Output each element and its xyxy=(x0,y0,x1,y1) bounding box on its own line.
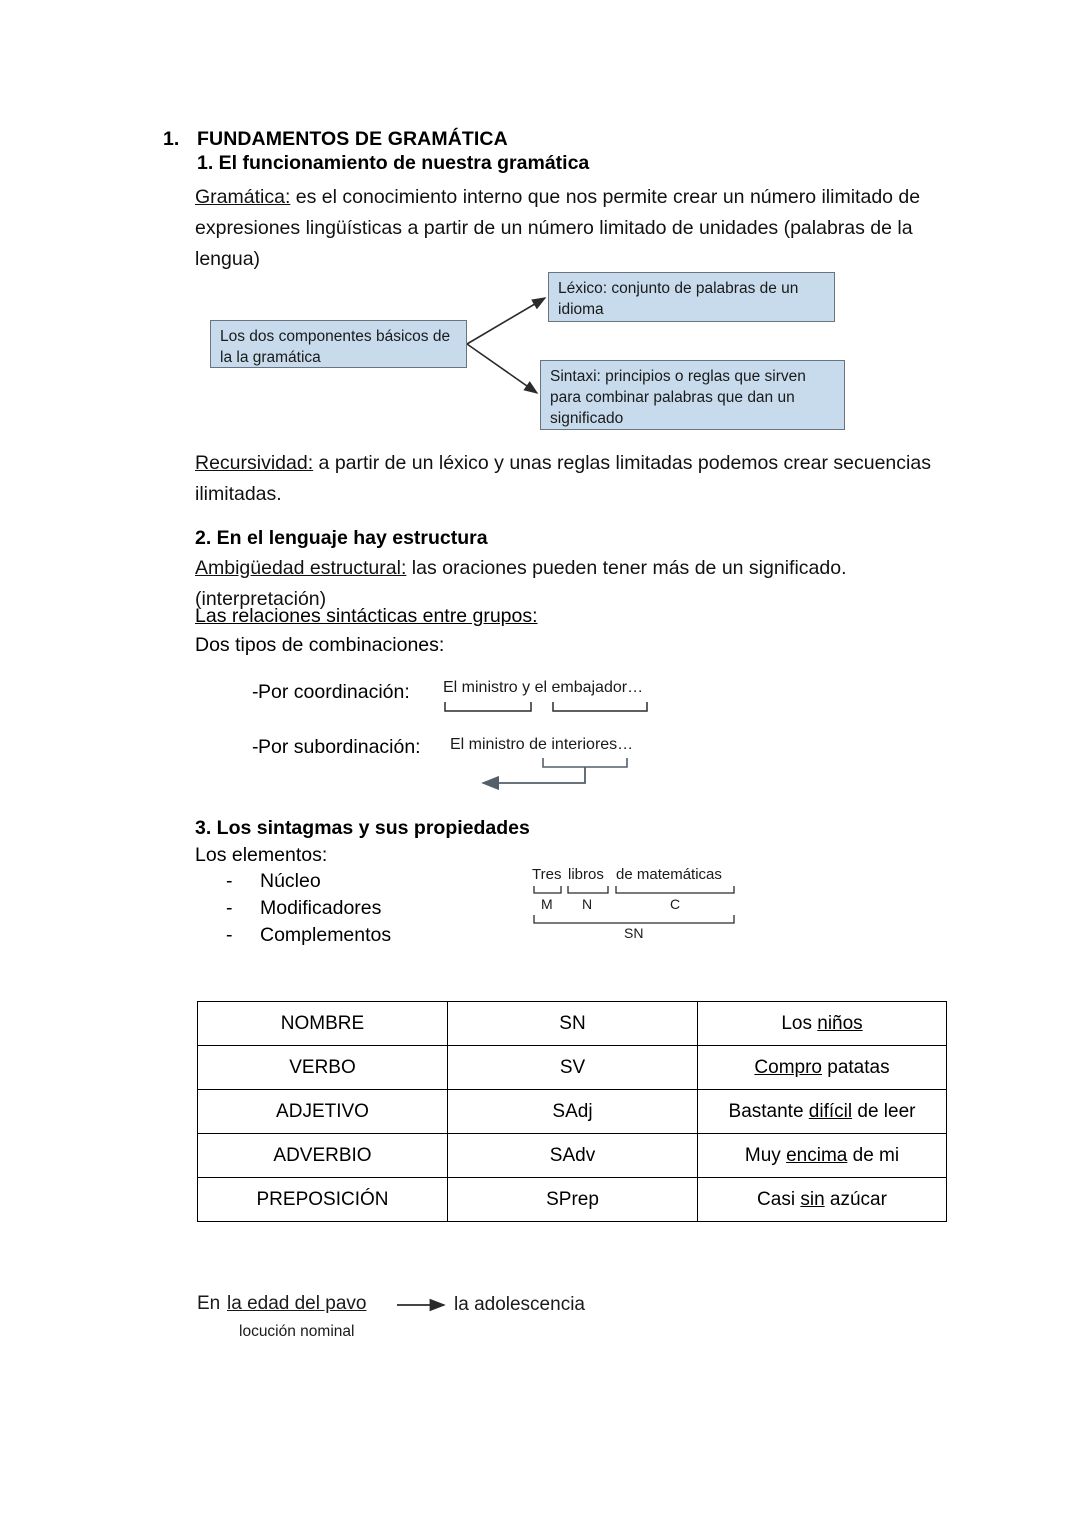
list-item-complementos: Complementos xyxy=(260,924,392,946)
diagram-locucion-nominal xyxy=(197,1293,617,1355)
list-dash: - xyxy=(226,870,233,892)
list-item-coordinacion: Por coordinación: xyxy=(258,681,410,703)
term-gramatica: Gramática: xyxy=(195,186,291,208)
sn-word-de-matematicas: de matemáticas xyxy=(616,866,722,883)
locucion-phrase: la edad del pavo xyxy=(227,1293,367,1314)
list-dash: - xyxy=(226,924,233,946)
coordinacion-brackets xyxy=(443,679,693,721)
cell-categoria: ADJETIVO xyxy=(198,1090,448,1134)
list-item-nucleo: Núcleo xyxy=(260,870,321,892)
cell-sintagma: SV xyxy=(448,1046,698,1090)
cell-sintagma: SAdj xyxy=(448,1090,698,1134)
term-recursividad: Recursividad: xyxy=(195,452,314,474)
ejemplo-nucleo: encima xyxy=(786,1144,848,1166)
cell-sintagma: SPrep xyxy=(448,1178,698,1222)
cell-ejemplo xyxy=(698,1090,947,1134)
sn-label-n: N xyxy=(582,896,593,912)
locucion-prefix: En xyxy=(197,1293,221,1314)
diagram-box-lexico: Léxico: conjunto de palabras de un idioma xyxy=(548,272,835,322)
diagram-sintagma-nominal xyxy=(528,866,743,944)
table-row xyxy=(198,1134,947,1178)
line-relaciones-sintacticas: Las relaciones sintácticas entre grupos: xyxy=(195,605,538,627)
diagram-componentes-basicos xyxy=(200,262,870,442)
table-sintagmas xyxy=(197,1001,947,1222)
ejemplo-pre: Muy xyxy=(744,1144,787,1166)
section-1-title: 1. El funcionamiento de nuestra gramática xyxy=(197,152,590,174)
sn-word-libros: libros xyxy=(568,866,604,883)
cell-sintagma: SAdv xyxy=(448,1134,698,1178)
definition-gramatica: es el conocimiento interno que nos permite crear un número ilimitado de expresiones lingüísticas a partir de un número limitado de unidades (palabras de la lengua) xyxy=(195,186,926,270)
example-coordinacion: El ministro y el embajador… xyxy=(443,679,644,696)
ejemplo-post: de leer xyxy=(852,1100,916,1122)
page-title: FUNDAMENTOS DE GRAMÁTICA xyxy=(197,128,508,150)
ejemplo-nucleo: difícil xyxy=(808,1100,853,1122)
ejemplo-post: de mi xyxy=(847,1144,900,1166)
example-subordinacion: El ministro de interiores… xyxy=(450,736,634,753)
diagram-subordinacion xyxy=(450,736,680,796)
table-row xyxy=(198,1178,947,1222)
paragraph-recursividad xyxy=(195,448,955,510)
cell-ejemplo xyxy=(698,1134,947,1178)
cell-categoria: ADVERBIO xyxy=(198,1134,448,1178)
ejemplo-pre: Bastante xyxy=(728,1100,809,1122)
line-los-elementos: Los elementos: xyxy=(195,844,328,866)
ejemplo-pre: Los xyxy=(781,1012,818,1034)
list-dash: - xyxy=(252,681,259,703)
ejemplo-post: azúcar xyxy=(824,1188,887,1210)
heading-number: 1. xyxy=(163,128,180,150)
sn-label-m: M xyxy=(541,896,553,912)
ejemplo-nucleo: niños xyxy=(817,1012,863,1034)
sn-label-total: SN xyxy=(624,925,644,941)
diagram-box-sintaxi: Sintaxi: principios o reglas que sirven para combinar palabras que dan un significado xyxy=(540,360,845,430)
cell-ejemplo xyxy=(698,1002,947,1046)
cell-categoria: VERBO xyxy=(198,1046,448,1090)
cell-categoria: PREPOSICIÓN xyxy=(198,1178,448,1222)
ejemplo-pre: Casi xyxy=(757,1188,801,1210)
locucion-caption: locución nominal xyxy=(239,1323,355,1340)
ejemplo-nucleo: Compro xyxy=(754,1056,822,1078)
list-item-subordinacion: Por subordinación: xyxy=(258,736,421,758)
sn-word-tres: Tres xyxy=(532,866,562,883)
table-row xyxy=(198,1046,947,1090)
definition-recursividad: a partir de un léxico y unas reglas limitadas podemos crear secuencias ilimitadas. xyxy=(195,452,937,505)
ejemplo-nucleo: sin xyxy=(800,1188,825,1210)
diagram-coordinacion xyxy=(443,679,693,721)
diagram-box-base: Los dos componentes básicos de la la gramática xyxy=(210,320,467,368)
section-2-title: 2. En el lenguaje hay estructura xyxy=(195,527,488,549)
table-row xyxy=(198,1090,947,1134)
cell-sintagma: SN xyxy=(448,1002,698,1046)
locucion-target: la adolescencia xyxy=(454,1294,585,1315)
cell-ejemplo xyxy=(698,1178,947,1222)
cell-categoria: NOMBRE xyxy=(198,1002,448,1046)
list-item-modificadores: Modificadores xyxy=(260,897,382,919)
line-dos-tipos: Dos tipos de combinaciones: xyxy=(195,634,445,656)
term-ambiguedad: Ambigüedad estructural: xyxy=(195,557,407,579)
list-dash: - xyxy=(252,736,259,758)
subordinacion-bracket-arrow xyxy=(450,736,680,796)
cell-ejemplo xyxy=(698,1046,947,1090)
list-dash: - xyxy=(226,897,233,919)
section-3-title: 3. Los sintagmas y sus propiedades xyxy=(195,817,530,839)
definition-ambiguedad: las oraciones pueden tener más de un significado. (interpretación) xyxy=(195,557,852,610)
table-row xyxy=(198,1002,947,1046)
ejemplo-post: patatas xyxy=(821,1056,890,1078)
sn-label-c: C xyxy=(670,896,681,912)
